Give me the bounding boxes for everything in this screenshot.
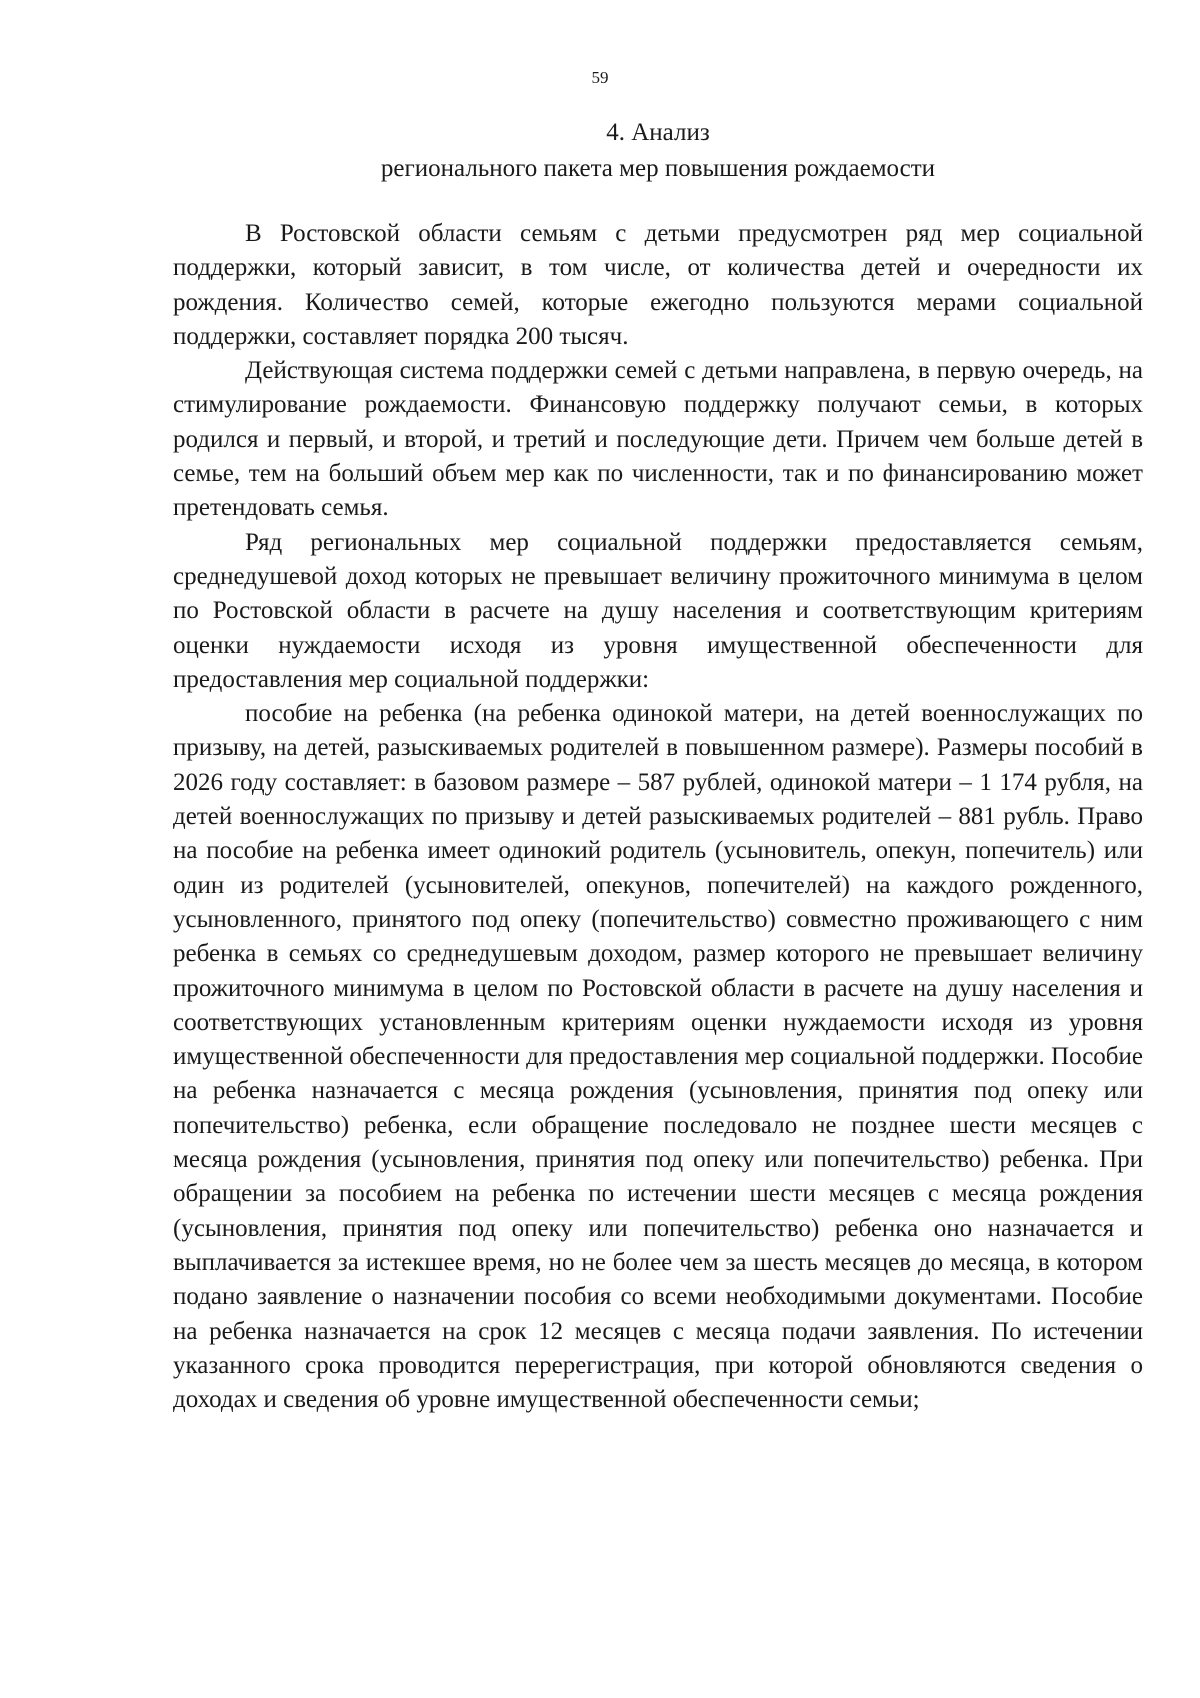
paragraph-support-system: Действующая система поддержки семей с детьми направлена, в первую очередь, на стимулирование рождаемости. Финансовую поддержку получают семьи, в которых родился и первый, и второй, и третий и последующие дети. Причем чем больше детей в семье, тем на больший объем мер как по численности, так и по финансированию может претендовать семья. <box>173 357 1143 522</box>
paragraph-regional-measures: Ряд региональных мер социальной поддержки предоставляется семьям, среднедушевой доход которых не превышает величину прожиточного минимума в целом по Ростовской области в расчете на душу населения и соответствующим критериям оценки нуждаемости исходя из уровня имущественной обеспеченности для предоставления мер социальной поддержки: <box>173 528 1143 693</box>
paragraph-intro: В Ростовской области семьям с детьми предусмотрен ряд мер социальной поддержки, который зависит, в том числе, от количества детей и очередности их рождения. Количество семей, которые ежегодно пользуются мерами социальной поддержки, составляет порядка 200 тысяч. <box>173 220 1143 350</box>
page-number: 59 <box>591 68 609 87</box>
section-heading-title: регионального пакета мер повышения рождаемости <box>380 155 936 182</box>
section-heading <box>173 115 1143 187</box>
paragraph-child-allowance: пособие на ребенка (на ребенка одинокой матери, на детей военнослужащих по призыву, на детей, разыскиваемых родителей в повышенном размере). Размеры пособий в 2026 году составляет: в базовом размере – 587 рублей, одинокой матери – 1 174 рубля, на детей военнослужащих по призыву и детей разыскиваемых родителей – 881 рубль. Право на пособие на ребенка имеет одинокий родитель (усыновитель, опекун, попечитель) или один из родителей (усыновителей, опекунов, попечителей) на каждого рожденного, усыновленного, принятого под опеку (попечительство) совместно проживающего с ним ребенка в семьях со среднедушевым доходом, размер которого не превышает величину прожиточного минимума в целом по Ростовской области в расчете на душу населения и соответствующих установленным критериям оценки нуждаемости исходя из уровня имущественной обеспеченности для предоставления мер социальной поддержки. Пособие на ребенка назначается с месяца рождения (усыновления, принятия под опеку или попечительство) ребенка, если обращение последовало не позднее шести месяцев с месяца рождения (усыновления, принятия под опеку или попечительство) ребенка. При обращении за пособием на ребенка по истечении шести месяцев с месяца рождения (усыновления, принятия под опеку или попечительство) ребенка оно назначается и выплачивается за истекшее время, но не более чем за шесть месяцев до месяца, в котором подано заявление о назначении пособия со всеми необходимыми документами. Пособие на ребенка назначается на срок 12 месяцев с месяца подачи заявления. По истечении указанного срока проводится перерегистрация, при которой обновляются сведения о доходах и сведения об уровне имущественной обеспеченности семьи; <box>173 700 1143 1414</box>
section-heading-number: 4. Анализ <box>606 119 710 146</box>
body-text <box>173 217 1143 1417</box>
